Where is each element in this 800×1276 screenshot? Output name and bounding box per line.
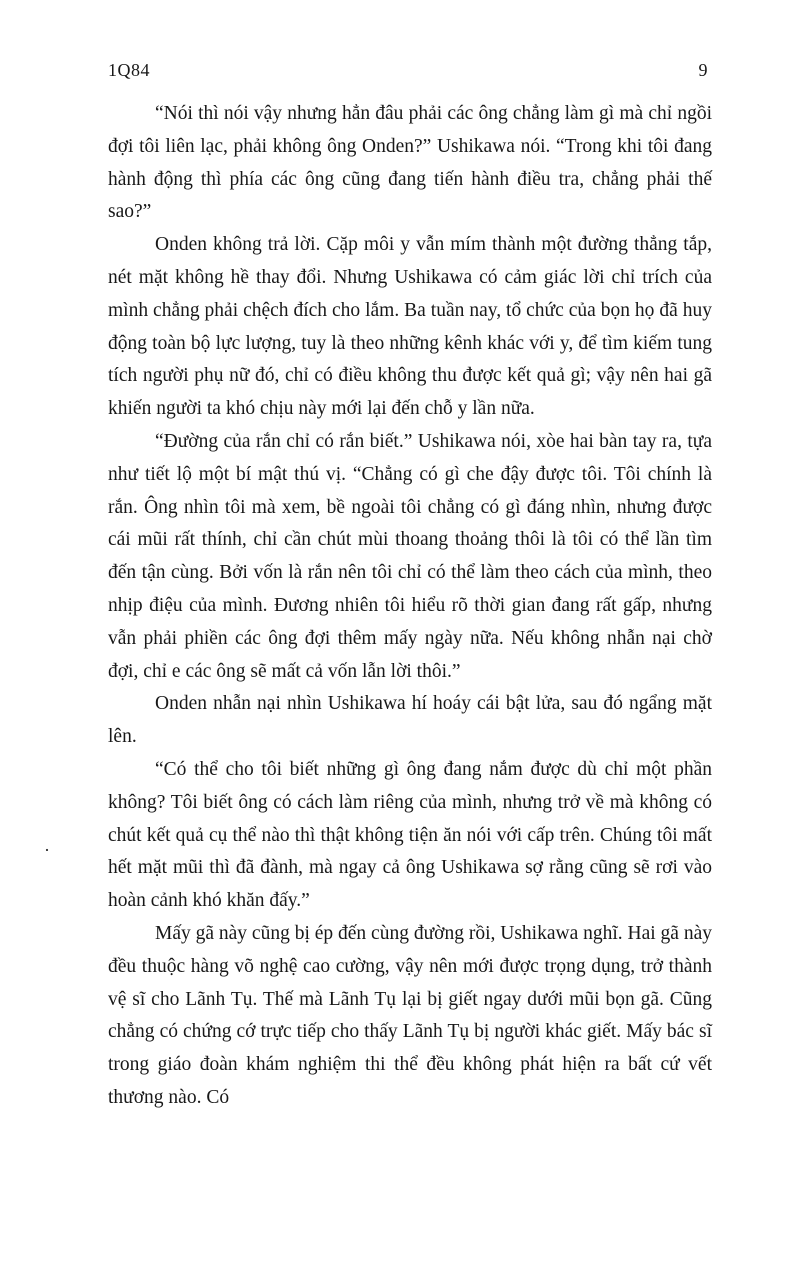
margin-dot-mark: ·	[44, 840, 50, 860]
paragraph: “Đường của rắn chỉ có rắn biết.” Ushikawa nói, xòe hai bàn tay ra, tựa như tiết lộ một bí mật thú vị. “Chẳng có gì che đậy được tôi. Tôi chính là rắn. Ông nhìn tôi mà xem, bề ngoài tôi chẳng có gì đáng nhìn, nhưng được cái mũi rất thính, chỉ cần chút mùi thoang thoảng thôi là tôi có thể lần tìm đến tận cùng. Bởi vốn là rắn nên tôi chỉ có thể làm theo cách của mình, theo nhịp điệu của mình. Đương nhiên tôi hiểu rõ thời gian đang rất gấp, nhưng vẫn phải phiền các ông đợi thêm mấy ngày nữa. Nếu không nhẫn nại chờ đợi, chỉ e các ông sẽ mất cả vốn lẫn lời thôi.”	[108, 430, 712, 682]
page-header	[0, 0, 800, 81]
paragraph: “Có thể cho tôi biết những gì ông đang nắm được dù chỉ một phần không? Tôi biết ông có cách làm riêng của mình, nhưng trở về mà không có chút kết quả cụ thể nào thì thật không tiện ăn nói với cấp trên. Chúng tôi mất hết mặt mũi thì đã đành, mà ngay cả ông Ushikawa sợ rằng cũng sẽ rơi vào hoàn cảnh khó khăn đấy.”	[108, 758, 712, 912]
paragraph: Onden nhẫn nại nhìn Ushikawa hí hoáy cái bật lửa, sau đó ngẩng mặt lên.	[108, 693, 712, 748]
paragraph: Mấy gã này cũng bị ép đến cùng đường rồi, Ushikawa nghĩ. Hai gã này đều thuộc hàng võ nghệ cao cường, vậy nên mới được trọng dụng, trở thành vệ sĩ cho Lãnh Tụ. Thế mà Lãnh Tụ lại bị giết ngay dưới mũi bọn gã. Cũng chẳng có chứng cớ trực tiếp cho thấy Lãnh Tụ bị người khác giết. Mấy bác sĩ trong giáo đoàn khám nghiệm thi thể đều không phát hiện ra bất cứ vết thương nào. Có	[108, 922, 712, 1108]
paragraph: “Nói thì nói vậy nhưng hẳn đâu phải các ông chẳng làm gì mà chỉ ngồi đợi tôi liên lạc, phải không ông Onden?” Ushikawa nói. “Trong khi tôi đang hành động thì phía các ông cũng đang tiến hành điều tra, chẳng phải thế sao?”	[108, 103, 712, 223]
running-title: 1Q84	[108, 60, 150, 80]
page-number: 9	[698, 60, 708, 80]
paragraph: Onden không trả lời. Cặp môi y vẫn mím thành một đường thẳng tắp, nét mặt không hề thay đổi. Nhưng Ushikawa có cảm giác lời chỉ trích của mình chẳng phải chệch đích cho lắm. Ba tuần nay, tổ chức của bọn họ đã huy động toàn bộ lực lượng, tuy là theo những kênh khác với y, để tìm kiếm tung tích người phụ nữ đó, chỉ có điều không thu được kết quả gì; vậy nên hai gã khiến người ta khó chịu này mới lại đến chỗ y lần nữa.	[108, 234, 712, 420]
page-body	[0, 81, 800, 1115]
